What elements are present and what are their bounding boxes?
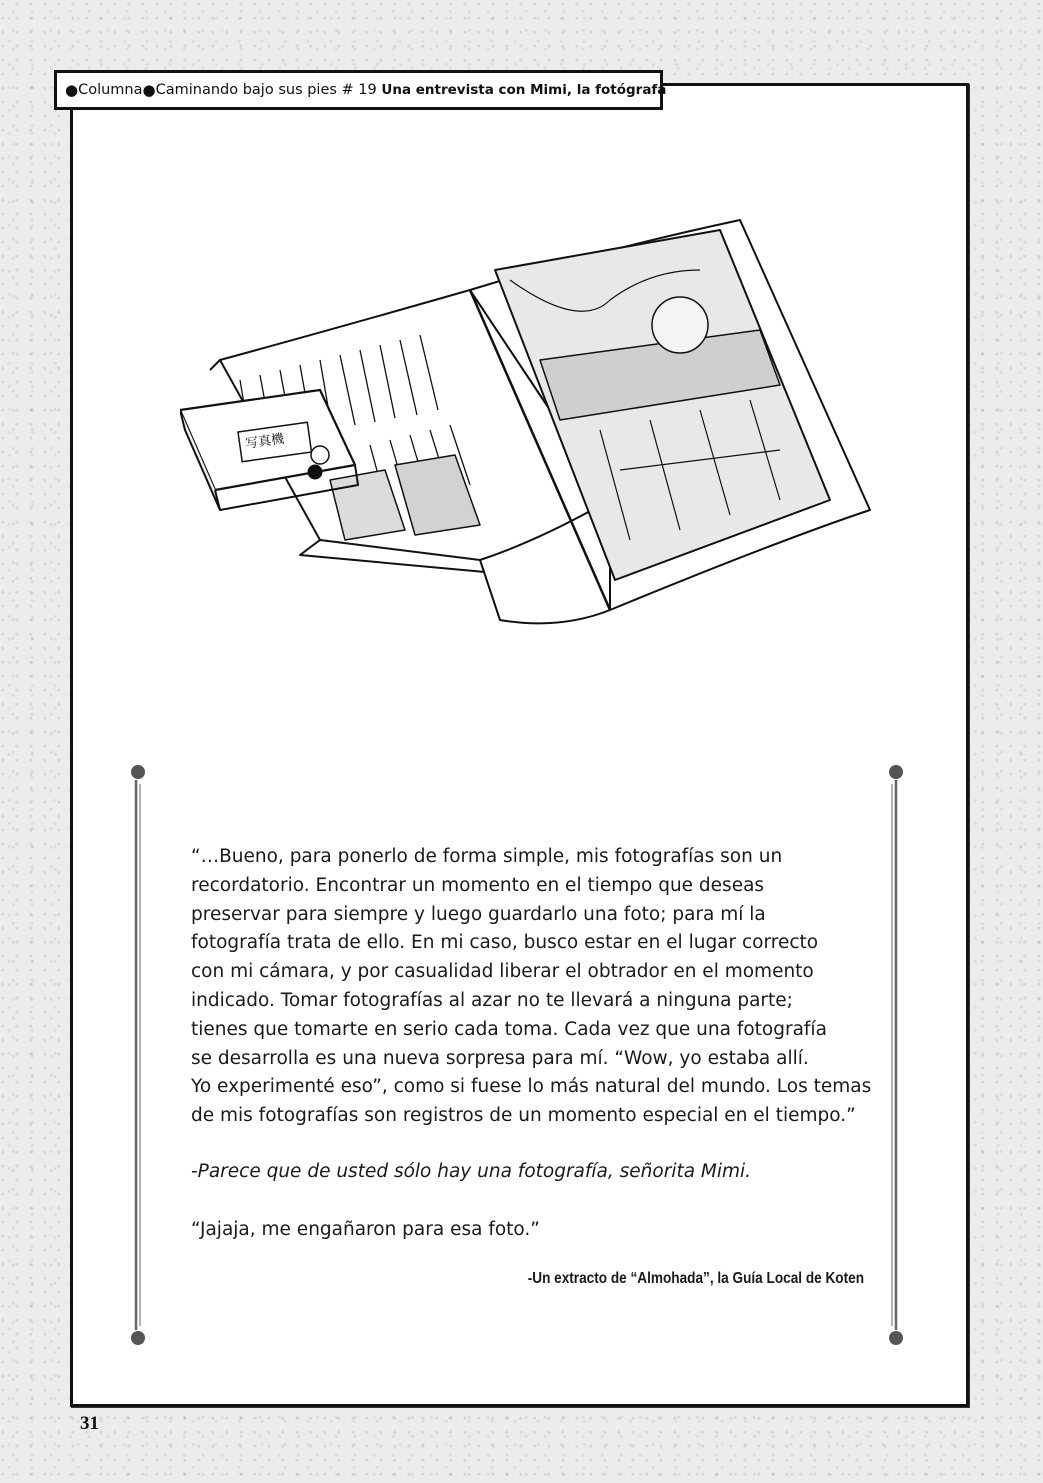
magazine-illustration	[180, 210, 880, 700]
bullet-icon: ●	[65, 81, 79, 99]
quote-line: Yo experimenté eso”, como si fuese lo más natural del mundo. Los temas	[191, 1076, 872, 1098]
column-title: Una entrevista con Mimi, la fotógrafa	[381, 82, 667, 98]
quote-line: recordatorio. Encontrar un momento en el tiempo que deseas	[191, 874, 765, 896]
page-number: 31	[80, 1413, 99, 1434]
quote-line: preservar para siempre y luego guardarlo una foto; para mí la	[191, 903, 766, 925]
quote-line: con mi cámara, y por casualidad liberar el obtrador en el momento	[191, 961, 814, 983]
interviewer-question: -Parece que de usted sólo hay una fotografía, señorita Mimi.	[191, 1161, 752, 1182]
interview-quote	[191, 843, 891, 1131]
quote-line: “…Bueno, para ponerlo de forma simple, mis fotografías son un	[191, 846, 783, 867]
quote-source: -Un extracto de “Almohada”, la Guía Local de Koten	[527, 1270, 864, 1287]
quote-line: se desarrolla es una nueva sorpresa para mí. “Wow, yo estaba allí.	[191, 1047, 809, 1069]
quote-line: indicado. Tomar fotografías al azar no te llevará a ninguna parte;	[191, 989, 793, 1011]
column-header	[54, 70, 667, 110]
quote-line: tienes que tomarte en serio cada toma. Cada vez que una fotografía	[191, 1018, 827, 1040]
quote-line: fotografía trata de ello. En mi caso, busco estar en el lugar correcto	[191, 932, 819, 954]
interviewee-answer: “Jajaja, me engañaron para esa foto.”	[191, 1219, 540, 1240]
column-series: Caminando bajo sus pies # 19	[155, 82, 377, 98]
quote-line: de mis fotografías son registros de un momento especial en el tiempo.”	[191, 1105, 856, 1127]
camera-label: 写真機	[244, 431, 286, 452]
bullet-icon: ●	[142, 81, 156, 99]
column-prefix: Columna	[78, 82, 143, 98]
